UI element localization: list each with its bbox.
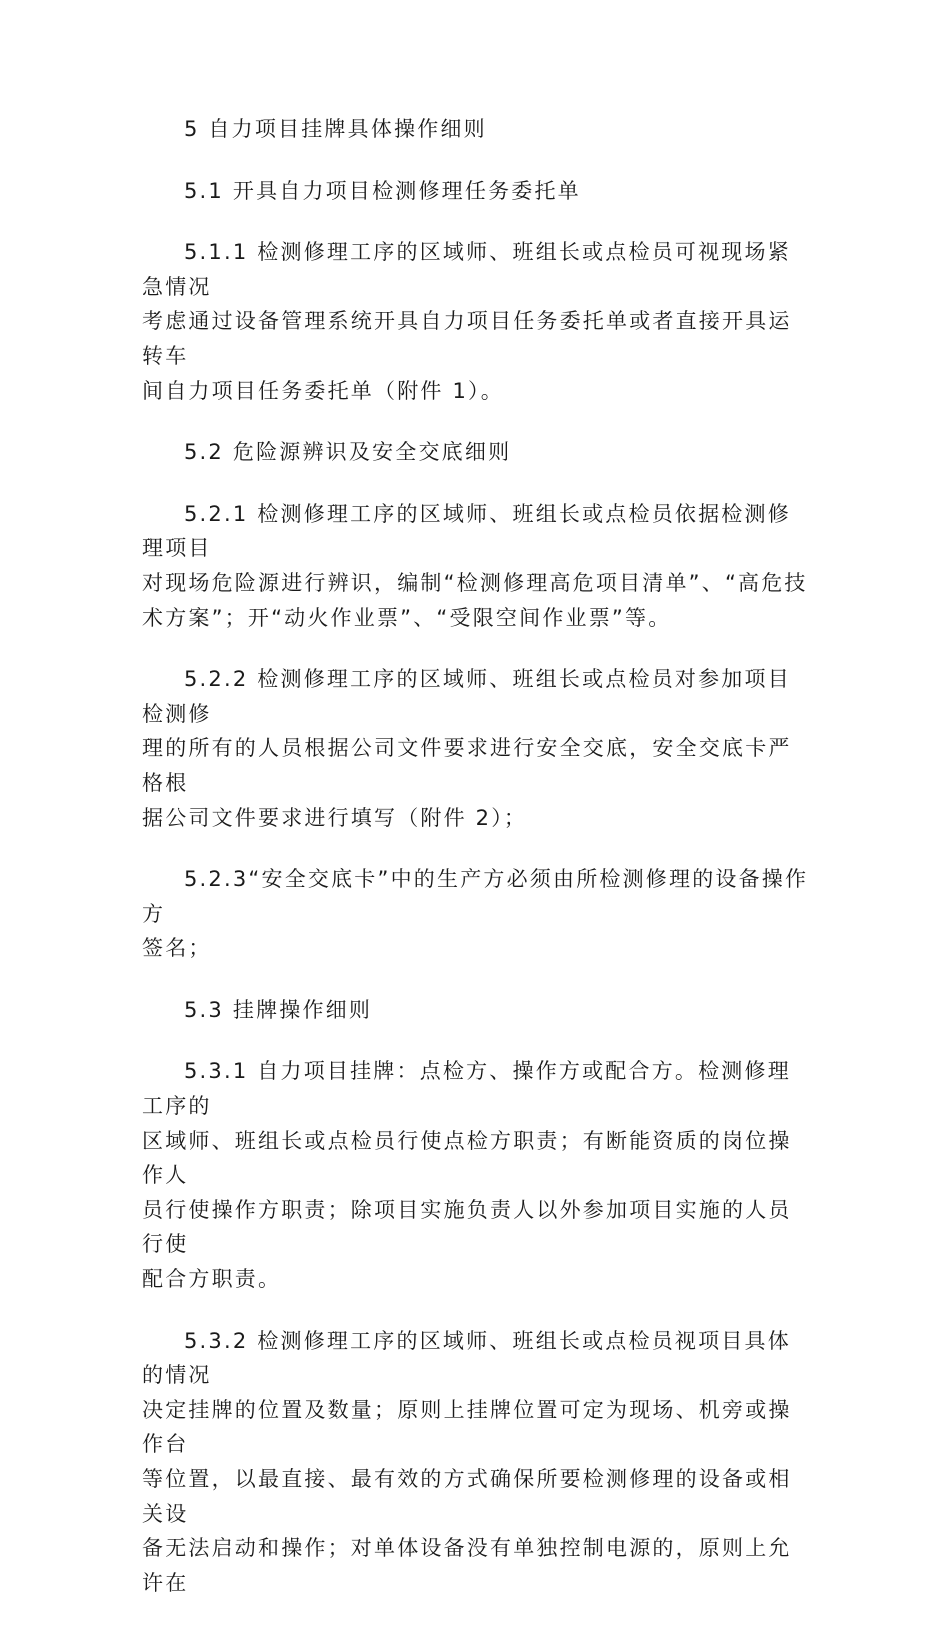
text-line: 间自力项目任务委托单（附件 1）。 xyxy=(142,378,504,403)
text-line: 等位置，以最直接、最有效的方式确保所要检测修理的设备或相关设 xyxy=(142,1467,792,1526)
text-line: 5.3.2 检测修理工序的区域师、班组长或点检员视项目具体的情况 xyxy=(142,1328,791,1388)
section-heading-5-3 xyxy=(142,993,812,1028)
paragraph-5-3-2 xyxy=(142,1324,812,1601)
text-line: 5.3 挂牌操作细则 xyxy=(184,997,373,1022)
text-line: 5.2 危险源辨识及安全交底细则 xyxy=(184,440,512,465)
text-line: 理的所有的人员根据公司文件要求进行安全交底，安全交底卡严格根 xyxy=(142,736,792,795)
text-line: 备无法启动和操作；对单体设备没有单独控制电源的，原则上允许在 xyxy=(142,1536,792,1595)
text-line: 5.3.1 自力项目挂牌：点检方、操作方或配合方。检测修理工序的 xyxy=(142,1059,791,1119)
text-line: 5.2.2 检测修理工序的区域师、班组长或点检员对参加项目检测修 xyxy=(142,667,791,726)
document-body xyxy=(142,112,812,1627)
text-line: 配合方职责。 xyxy=(142,1267,282,1292)
text-line: 5.2.1 检测修理工序的区域师、班组长或点检员依据检测修理项目 xyxy=(142,501,791,561)
paragraph-5-1-1 xyxy=(142,235,812,408)
text-line: 对现场危险源进行辨识，编制“检测修理高危项目清单”、“高危技 xyxy=(142,570,808,595)
text-line: 决定挂牌的位置及数量；原则上挂牌位置可定为现场、机旁或操作台 xyxy=(142,1397,792,1457)
text-line: 5.2.3“安全交底卡”中的生产方必须由所检测修理的设备操作方 xyxy=(142,867,809,926)
section-heading-5 xyxy=(142,112,812,147)
text-line: 签名； xyxy=(142,936,212,961)
paragraph-5-2-3 xyxy=(142,862,812,966)
paragraph-5-2-1 xyxy=(142,497,812,635)
text-line: 据公司文件要求进行填写（附件 2）； xyxy=(142,805,528,830)
text-line: 5 自力项目挂牌具体操作细则 xyxy=(184,117,487,141)
text-line: 术方案”；开“动火作业票”、“受限空间作业票”等。 xyxy=(142,605,672,630)
text-line: 5.1 开具自力项目检测修理任务委托单 xyxy=(184,178,581,203)
text-line: 区域师、班组长或点检员行使点检方职责；有断能资质的岗位操作人 xyxy=(142,1128,792,1188)
text-line: 5.1.1 检测修理工序的区域师、班组长或点检员可视现场紧急情况 xyxy=(142,240,791,299)
text-line: 考虑通过设备管理系统开具自力项目任务委托单或者直接开具运转车 xyxy=(142,309,792,368)
section-heading-5-2 xyxy=(142,435,812,470)
section-heading-5-1 xyxy=(142,174,812,209)
paragraph-5-3-1 xyxy=(142,1054,812,1296)
paragraph-5-2-2 xyxy=(142,662,812,835)
text-line: 员行使操作方职责；除项目实施负责人以外参加项目实施的人员行使 xyxy=(142,1197,792,1257)
